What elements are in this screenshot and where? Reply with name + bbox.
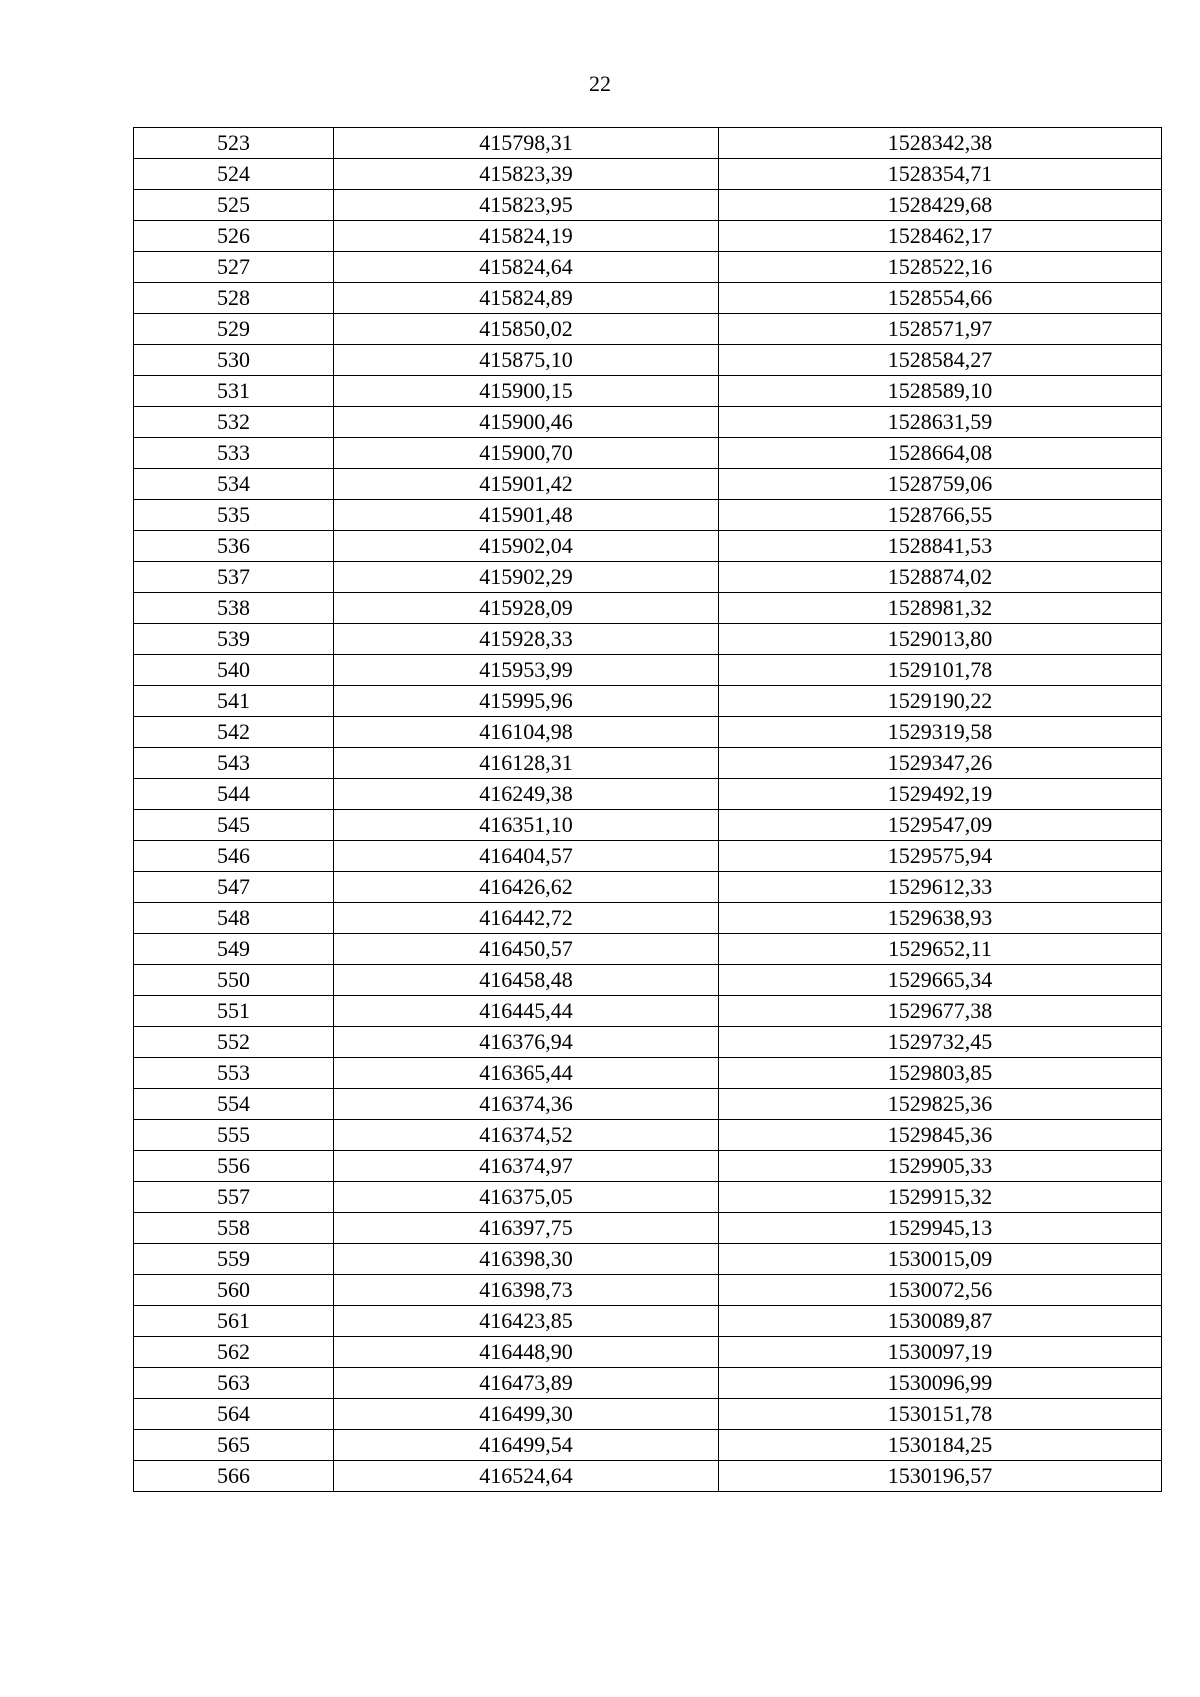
x-coordinate-cell: 416249,38 [334, 779, 719, 810]
point-number-cell: 526 [134, 221, 334, 252]
y-coordinate-cell: 1528631,59 [719, 407, 1162, 438]
point-number-cell: 534 [134, 469, 334, 500]
x-coordinate-cell: 415824,89 [334, 283, 719, 314]
x-coordinate-cell: 415928,09 [334, 593, 719, 624]
x-coordinate-cell: 416499,30 [334, 1399, 719, 1430]
table-row [134, 1213, 1162, 1244]
x-coordinate-cell: 415953,99 [334, 655, 719, 686]
point-number-cell: 566 [134, 1461, 334, 1492]
point-number-cell: 533 [134, 438, 334, 469]
y-coordinate-cell: 1529013,80 [719, 624, 1162, 655]
x-coordinate-cell: 416450,57 [334, 934, 719, 965]
y-coordinate-cell: 1529492,19 [719, 779, 1162, 810]
y-coordinate-cell: 1529665,34 [719, 965, 1162, 996]
table-row [134, 624, 1162, 655]
x-coordinate-cell: 416473,89 [334, 1368, 719, 1399]
y-coordinate-cell: 1529825,36 [719, 1089, 1162, 1120]
table-row [134, 717, 1162, 748]
y-coordinate-cell: 1529677,38 [719, 996, 1162, 1027]
point-number-cell: 536 [134, 531, 334, 562]
point-number-cell: 563 [134, 1368, 334, 1399]
table-row [134, 1182, 1162, 1213]
table-row [134, 531, 1162, 562]
table-row [134, 1306, 1162, 1337]
x-coordinate-cell: 415900,15 [334, 376, 719, 407]
point-number-cell: 545 [134, 810, 334, 841]
table-row [134, 1120, 1162, 1151]
point-number-cell: 530 [134, 345, 334, 376]
point-number-cell: 554 [134, 1089, 334, 1120]
point-number-cell: 550 [134, 965, 334, 996]
y-coordinate-cell: 1529905,33 [719, 1151, 1162, 1182]
y-coordinate-cell: 1529101,78 [719, 655, 1162, 686]
table-row [134, 128, 1162, 159]
x-coordinate-cell: 416445,44 [334, 996, 719, 1027]
y-coordinate-cell: 1530015,09 [719, 1244, 1162, 1275]
x-coordinate-cell: 416374,52 [334, 1120, 719, 1151]
y-coordinate-cell: 1529575,94 [719, 841, 1162, 872]
table-row [134, 469, 1162, 500]
x-coordinate-cell: 416397,75 [334, 1213, 719, 1244]
table-row [134, 221, 1162, 252]
y-coordinate-cell: 1528462,17 [719, 221, 1162, 252]
table-row [134, 872, 1162, 903]
y-coordinate-cell: 1528841,53 [719, 531, 1162, 562]
table-row [134, 407, 1162, 438]
table-row [134, 1244, 1162, 1275]
y-coordinate-cell: 1530196,57 [719, 1461, 1162, 1492]
table-row [134, 779, 1162, 810]
y-coordinate-cell: 1530184,25 [719, 1430, 1162, 1461]
y-coordinate-cell: 1528429,68 [719, 190, 1162, 221]
y-coordinate-cell: 1529732,45 [719, 1027, 1162, 1058]
x-coordinate-cell: 415824,64 [334, 252, 719, 283]
y-coordinate-cell: 1529803,85 [719, 1058, 1162, 1089]
point-number-cell: 555 [134, 1120, 334, 1151]
x-coordinate-cell: 415902,29 [334, 562, 719, 593]
y-coordinate-cell: 1528589,10 [719, 376, 1162, 407]
point-number-cell: 551 [134, 996, 334, 1027]
x-coordinate-cell: 415850,02 [334, 314, 719, 345]
point-number-cell: 552 [134, 1027, 334, 1058]
y-coordinate-cell: 1529845,36 [719, 1120, 1162, 1151]
point-number-cell: 531 [134, 376, 334, 407]
point-number-cell: 523 [134, 128, 334, 159]
point-number-cell: 560 [134, 1275, 334, 1306]
coordinates-table [133, 127, 1162, 1492]
x-coordinate-cell: 416458,48 [334, 965, 719, 996]
y-coordinate-cell: 1528874,02 [719, 562, 1162, 593]
x-coordinate-cell: 415928,33 [334, 624, 719, 655]
table-row [134, 500, 1162, 531]
y-coordinate-cell: 1529638,93 [719, 903, 1162, 934]
table-row [134, 903, 1162, 934]
x-coordinate-cell: 416426,62 [334, 872, 719, 903]
point-number-cell: 553 [134, 1058, 334, 1089]
table-row [134, 1027, 1162, 1058]
point-number-cell: 532 [134, 407, 334, 438]
table-row [134, 1151, 1162, 1182]
x-coordinate-cell: 416448,90 [334, 1337, 719, 1368]
x-coordinate-cell: 416374,97 [334, 1151, 719, 1182]
x-coordinate-cell: 416423,85 [334, 1306, 719, 1337]
table-row [134, 1399, 1162, 1430]
point-number-cell: 564 [134, 1399, 334, 1430]
y-coordinate-cell: 1528522,16 [719, 252, 1162, 283]
x-coordinate-cell: 415901,42 [334, 469, 719, 500]
table-row [134, 1058, 1162, 1089]
table-row [134, 190, 1162, 221]
x-coordinate-cell: 416376,94 [334, 1027, 719, 1058]
table-row [134, 748, 1162, 779]
y-coordinate-cell: 1529945,13 [719, 1213, 1162, 1244]
x-coordinate-cell: 416404,57 [334, 841, 719, 872]
point-number-cell: 547 [134, 872, 334, 903]
point-number-cell: 548 [134, 903, 334, 934]
coordinates-table-body [134, 128, 1162, 1492]
y-coordinate-cell: 1529190,22 [719, 686, 1162, 717]
table-row [134, 655, 1162, 686]
table-row [134, 562, 1162, 593]
table-row [134, 996, 1162, 1027]
point-number-cell: 535 [134, 500, 334, 531]
x-coordinate-cell: 415995,96 [334, 686, 719, 717]
x-coordinate-cell: 416365,44 [334, 1058, 719, 1089]
y-coordinate-cell: 1528584,27 [719, 345, 1162, 376]
x-coordinate-cell: 415798,31 [334, 128, 719, 159]
x-coordinate-cell: 416375,05 [334, 1182, 719, 1213]
point-number-cell: 539 [134, 624, 334, 655]
table-row [134, 1337, 1162, 1368]
point-number-cell: 543 [134, 748, 334, 779]
point-number-cell: 557 [134, 1182, 334, 1213]
y-coordinate-cell: 1528342,38 [719, 128, 1162, 159]
point-number-cell: 528 [134, 283, 334, 314]
point-number-cell: 537 [134, 562, 334, 593]
table-row [134, 810, 1162, 841]
table-row [134, 376, 1162, 407]
point-number-cell: 524 [134, 159, 334, 190]
x-coordinate-cell: 415823,95 [334, 190, 719, 221]
table-row [134, 841, 1162, 872]
y-coordinate-cell: 1530151,78 [719, 1399, 1162, 1430]
y-coordinate-cell: 1528554,66 [719, 283, 1162, 314]
table-row [134, 1089, 1162, 1120]
y-coordinate-cell: 1528766,55 [719, 500, 1162, 531]
point-number-cell: 559 [134, 1244, 334, 1275]
point-number-cell: 561 [134, 1306, 334, 1337]
y-coordinate-cell: 1529915,32 [719, 1182, 1162, 1213]
table-row [134, 314, 1162, 345]
point-number-cell: 538 [134, 593, 334, 624]
table-row [134, 1430, 1162, 1461]
y-coordinate-cell: 1528571,97 [719, 314, 1162, 345]
point-number-cell: 540 [134, 655, 334, 686]
x-coordinate-cell: 415823,39 [334, 159, 719, 190]
x-coordinate-cell: 416374,36 [334, 1089, 719, 1120]
point-number-cell: 562 [134, 1337, 334, 1368]
point-number-cell: 542 [134, 717, 334, 748]
y-coordinate-cell: 1530096,99 [719, 1368, 1162, 1399]
y-coordinate-cell: 1529347,26 [719, 748, 1162, 779]
point-number-cell: 558 [134, 1213, 334, 1244]
y-coordinate-cell: 1528981,32 [719, 593, 1162, 624]
y-coordinate-cell: 1530097,19 [719, 1337, 1162, 1368]
table-row [134, 965, 1162, 996]
table-row [134, 252, 1162, 283]
x-coordinate-cell: 415875,10 [334, 345, 719, 376]
table-row [134, 1275, 1162, 1306]
page-number: 22 [589, 71, 611, 96]
y-coordinate-cell: 1530072,56 [719, 1275, 1162, 1306]
table-row [134, 283, 1162, 314]
x-coordinate-cell: 415900,70 [334, 438, 719, 469]
x-coordinate-cell: 415900,46 [334, 407, 719, 438]
point-number-cell: 541 [134, 686, 334, 717]
x-coordinate-cell: 416398,73 [334, 1275, 719, 1306]
point-number-cell: 527 [134, 252, 334, 283]
y-coordinate-cell: 1528759,06 [719, 469, 1162, 500]
x-coordinate-cell: 416398,30 [334, 1244, 719, 1275]
x-coordinate-cell: 415901,48 [334, 500, 719, 531]
y-coordinate-cell: 1528664,08 [719, 438, 1162, 469]
point-number-cell: 556 [134, 1151, 334, 1182]
point-number-cell: 544 [134, 779, 334, 810]
y-coordinate-cell: 1529319,58 [719, 717, 1162, 748]
x-coordinate-cell: 416128,31 [334, 748, 719, 779]
x-coordinate-cell: 416442,72 [334, 903, 719, 934]
x-coordinate-cell: 415902,04 [334, 531, 719, 562]
point-number-cell: 565 [134, 1430, 334, 1461]
y-coordinate-cell: 1529612,33 [719, 872, 1162, 903]
y-coordinate-cell: 1529652,11 [719, 934, 1162, 965]
x-coordinate-cell: 416524,64 [334, 1461, 719, 1492]
table-row [134, 686, 1162, 717]
point-number-cell: 529 [134, 314, 334, 345]
table-row [134, 438, 1162, 469]
table-row [134, 1368, 1162, 1399]
x-coordinate-cell: 416104,98 [334, 717, 719, 748]
x-coordinate-cell: 415824,19 [334, 221, 719, 252]
y-coordinate-cell: 1528354,71 [719, 159, 1162, 190]
y-coordinate-cell: 1529547,09 [719, 810, 1162, 841]
table-row [134, 345, 1162, 376]
table-row [134, 159, 1162, 190]
table-row [134, 934, 1162, 965]
x-coordinate-cell: 416499,54 [334, 1430, 719, 1461]
table-row [134, 1461, 1162, 1492]
y-coordinate-cell: 1530089,87 [719, 1306, 1162, 1337]
point-number-cell: 549 [134, 934, 334, 965]
table-row [134, 593, 1162, 624]
point-number-cell: 525 [134, 190, 334, 221]
x-coordinate-cell: 416351,10 [334, 810, 719, 841]
point-number-cell: 546 [134, 841, 334, 872]
